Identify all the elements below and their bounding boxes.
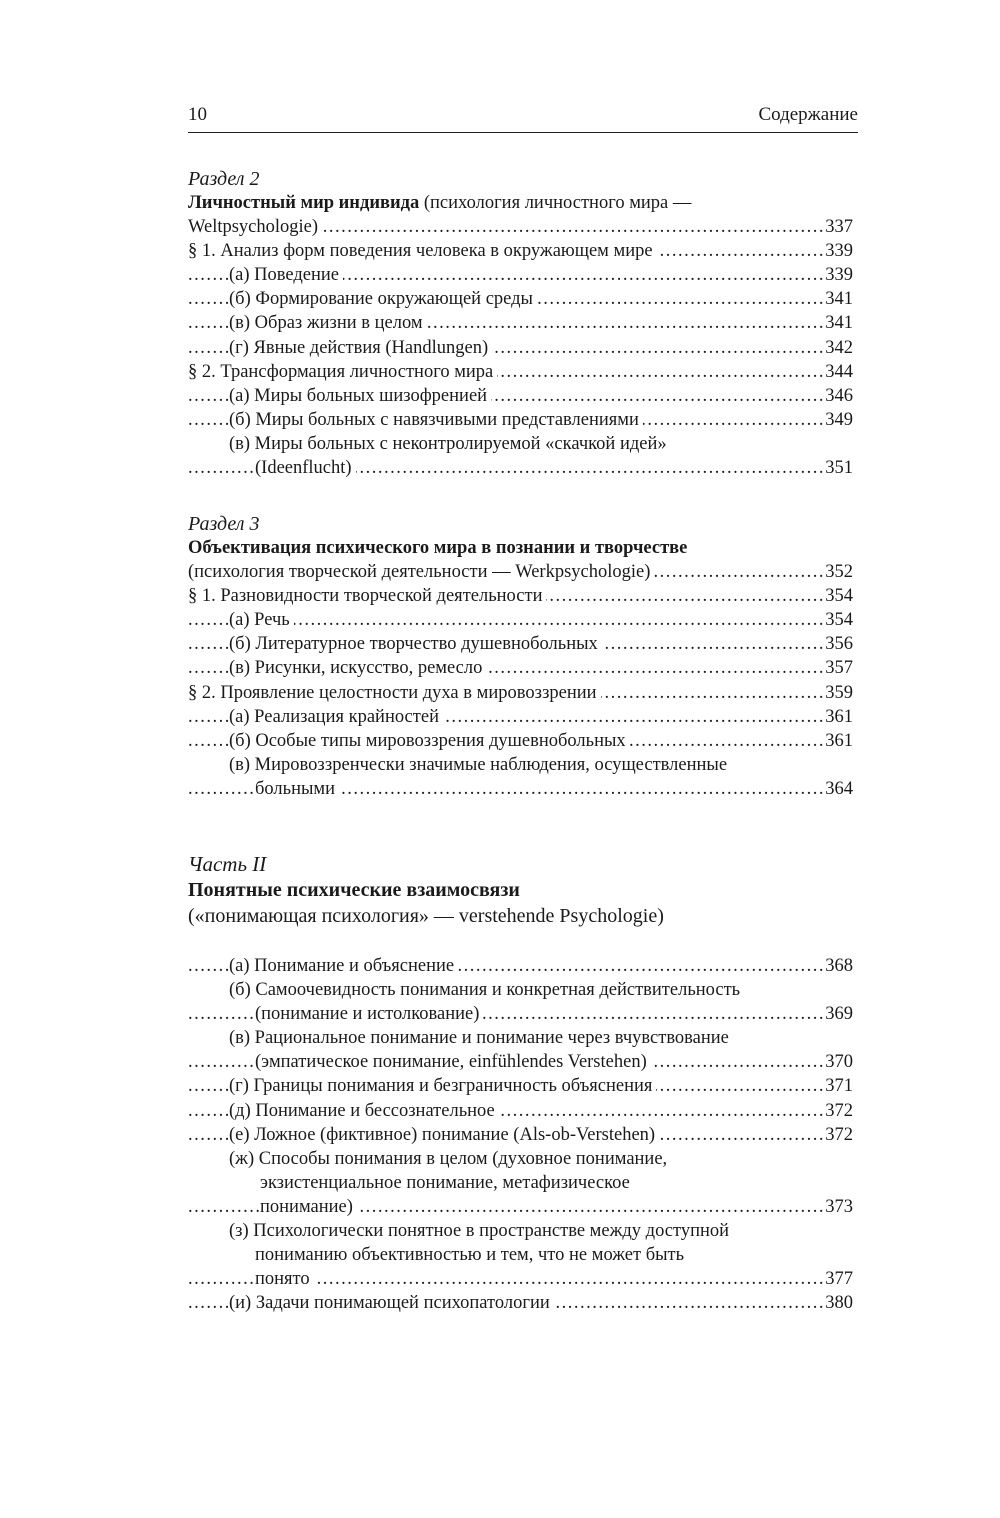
entry-text: (г) Явные действия (Handlungen): [229, 338, 492, 358]
toc-entry[interactable]: [188, 456, 853, 480]
entry-text: понято: [255, 1269, 314, 1289]
entry-text: (б) Особые типы мировоззрения душевнобольных: [229, 731, 630, 751]
toc-entry-text: [188, 1147, 853, 1171]
page-ref: 339: [823, 263, 853, 287]
toc-entry[interactable]: [188, 632, 853, 656]
entry-text: (в) Рациональное понимание и понимание через вчувствование: [229, 1028, 733, 1048]
toc-entry[interactable]: [188, 408, 853, 432]
page-ref: 346: [823, 384, 853, 408]
toc-entry[interactable]: [188, 239, 853, 263]
entry-text: (в) Рисунки, искусство, ремесло: [229, 658, 486, 678]
toc-entry[interactable]: [188, 729, 853, 753]
entry-text: (а) Речь: [229, 610, 294, 630]
toc-entry[interactable]: [188, 1050, 853, 1074]
entry-text: (д) Понимание и бессознательное: [229, 1101, 499, 1121]
section-title: [188, 191, 853, 215]
entry-text: (а) Реализация крайностей: [229, 707, 443, 727]
toc-entry[interactable]: [188, 1267, 853, 1291]
entry-text: (эмпатическое понимание, einfühlendes Verstehen): [255, 1052, 651, 1072]
toc-entry[interactable]: [188, 263, 853, 287]
page-ref: 361: [823, 705, 853, 729]
page-ref: 341: [823, 311, 853, 335]
page-ref: 373: [823, 1195, 853, 1219]
toc-entry[interactable]: [188, 1291, 853, 1315]
entry-text: понимание): [260, 1197, 357, 1217]
toc-entry[interactable]: [188, 954, 853, 978]
page-number: 10: [188, 104, 207, 125]
page-ref: 354: [823, 608, 853, 632]
toc-entry[interactable]: [188, 681, 853, 705]
entry-text: (психология личностного мира —: [419, 193, 692, 213]
entry-text: § 1. Анализ форм поведения человека в окружающем мире: [188, 241, 657, 261]
entry-text: (психология творческой деятельности — Werkpsychologie): [188, 562, 654, 582]
page-ref: 351: [823, 456, 853, 480]
entry-text: (б) Миры больных с навязчивыми представлениями: [229, 410, 643, 430]
entry-text: (з) Психологически понятное в пространстве между доступной: [229, 1221, 733, 1241]
entry-text: (а) Поведение: [229, 265, 343, 285]
entry-text: (понимание и истолкование): [255, 1004, 483, 1024]
part-subtitle: («понимающая психология» — verstehende Psychologie): [188, 905, 664, 927]
toc-entry-text: [188, 1219, 853, 1243]
entry-text: пониманию объективностью и тем, что не может быть: [255, 1245, 688, 1265]
entry-text: (а) Миры больных шизофренией: [229, 386, 491, 406]
entry-text: (ж) Способы понимания в целом (духовное понимание,: [229, 1149, 671, 1169]
toc-entry-text: [188, 978, 853, 1002]
page-ref: 368: [823, 954, 853, 978]
toc-entry[interactable]: [188, 1195, 853, 1219]
entry-text: (г) Границы понимания и безграничность объяснения: [229, 1076, 656, 1096]
page-ref: 349: [823, 408, 853, 432]
page-ref: 364: [823, 777, 853, 801]
entry-text: (Ideenflucht): [255, 458, 356, 478]
entry-text: Weltpsychologie): [188, 217, 322, 237]
entry-text: § 1. Разновидности творческой деятельности: [188, 586, 546, 606]
toc-entry-text: [188, 1026, 853, 1050]
section-title: Объективация психического мира в познании и творчестве: [188, 538, 688, 558]
entry-text: § 2. Проявление целостности духа в мировоззрении: [188, 683, 601, 703]
toc-entry[interactable]: [188, 560, 853, 584]
running-title: Содержание: [758, 104, 858, 125]
toc-entry[interactable]: [188, 608, 853, 632]
page-header: [188, 104, 858, 133]
entry-text: (б) Самоочевидность понимания и конкретная действительность: [229, 980, 744, 1000]
page-ref: 354: [823, 584, 853, 608]
entry-text: (б) Формирование окружающей среды: [229, 289, 537, 309]
page-ref: 361: [823, 729, 853, 753]
section-tag: Раздел 3: [188, 513, 260, 535]
toc-entry[interactable]: [188, 1123, 853, 1147]
toc-entry-text: [188, 432, 853, 456]
toc-entry[interactable]: [188, 311, 853, 335]
toc-entry[interactable]: [188, 1074, 853, 1098]
page-ref: 372: [823, 1123, 853, 1147]
part-title: Понятные психические взаимосвязи: [188, 879, 520, 901]
part-tag: Часть II: [188, 852, 267, 876]
toc-entry[interactable]: [188, 777, 853, 801]
page-ref: 337: [823, 215, 853, 239]
entry-text: (в) Мировоззренчески значимые наблюдения, осуществленные: [229, 755, 731, 775]
entry-text: (а) Понимание и объяснение: [229, 956, 458, 976]
entry-text: (и) Задачи понимающей психопатологии: [229, 1293, 554, 1313]
page-ref: 377: [823, 1267, 853, 1291]
toc-entry[interactable]: [188, 656, 853, 680]
page-ref: 372: [823, 1099, 853, 1123]
toc-entry[interactable]: [188, 384, 853, 408]
entry-text: (в) Миры больных с неконтролируемой «скачкой идей»: [229, 434, 671, 454]
page-ref: 344: [823, 360, 853, 384]
page-ref: 380: [823, 1291, 853, 1315]
page-ref: 356: [823, 632, 853, 656]
entry-text: Личностный мир индивида: [188, 193, 420, 213]
toc-entry[interactable]: [188, 360, 853, 384]
part-2: [188, 851, 853, 929]
page-ref: 339: [823, 239, 853, 263]
toc-entry-text: [188, 753, 853, 777]
toc-entry-text: [188, 1243, 853, 1267]
page-ref: 369: [823, 1002, 853, 1026]
page-ref: 371: [823, 1074, 853, 1098]
page-ref: 341: [823, 287, 853, 311]
entry-text: (е) Ложное (фиктивное) понимание (Als-ob-Verstehen): [229, 1125, 659, 1145]
entry-text: экзистенциальное понимание, метафизическое: [260, 1173, 634, 1193]
part-2-entries: [188, 954, 853, 1315]
entry-text: § 2. Трансформация личностного мира: [188, 362, 497, 382]
page-ref: 352: [823, 560, 853, 584]
toc-entry[interactable]: [188, 705, 853, 729]
toc-entry[interactable]: [188, 1099, 853, 1123]
toc-entry[interactable]: [188, 1002, 853, 1026]
toc-entry[interactable]: [188, 336, 853, 360]
toc-entry-text: [188, 1171, 853, 1195]
toc-entry[interactable]: [188, 287, 853, 311]
section-3: [188, 512, 853, 801]
page-ref: 357: [823, 656, 853, 680]
entry-text: (в) Образ жизни в целом: [229, 313, 427, 333]
page-ref: 359: [823, 681, 853, 705]
page-ref: 342: [823, 336, 853, 360]
entry-text: больными: [255, 779, 339, 799]
entry-text: (б) Литературное творчество душевнобольных: [229, 634, 602, 654]
toc-entry[interactable]: [188, 215, 853, 239]
section-tag: Раздел 2: [188, 168, 260, 190]
toc-entry[interactable]: [188, 584, 853, 608]
section-2: [188, 167, 853, 480]
page-ref: 370: [823, 1050, 853, 1074]
